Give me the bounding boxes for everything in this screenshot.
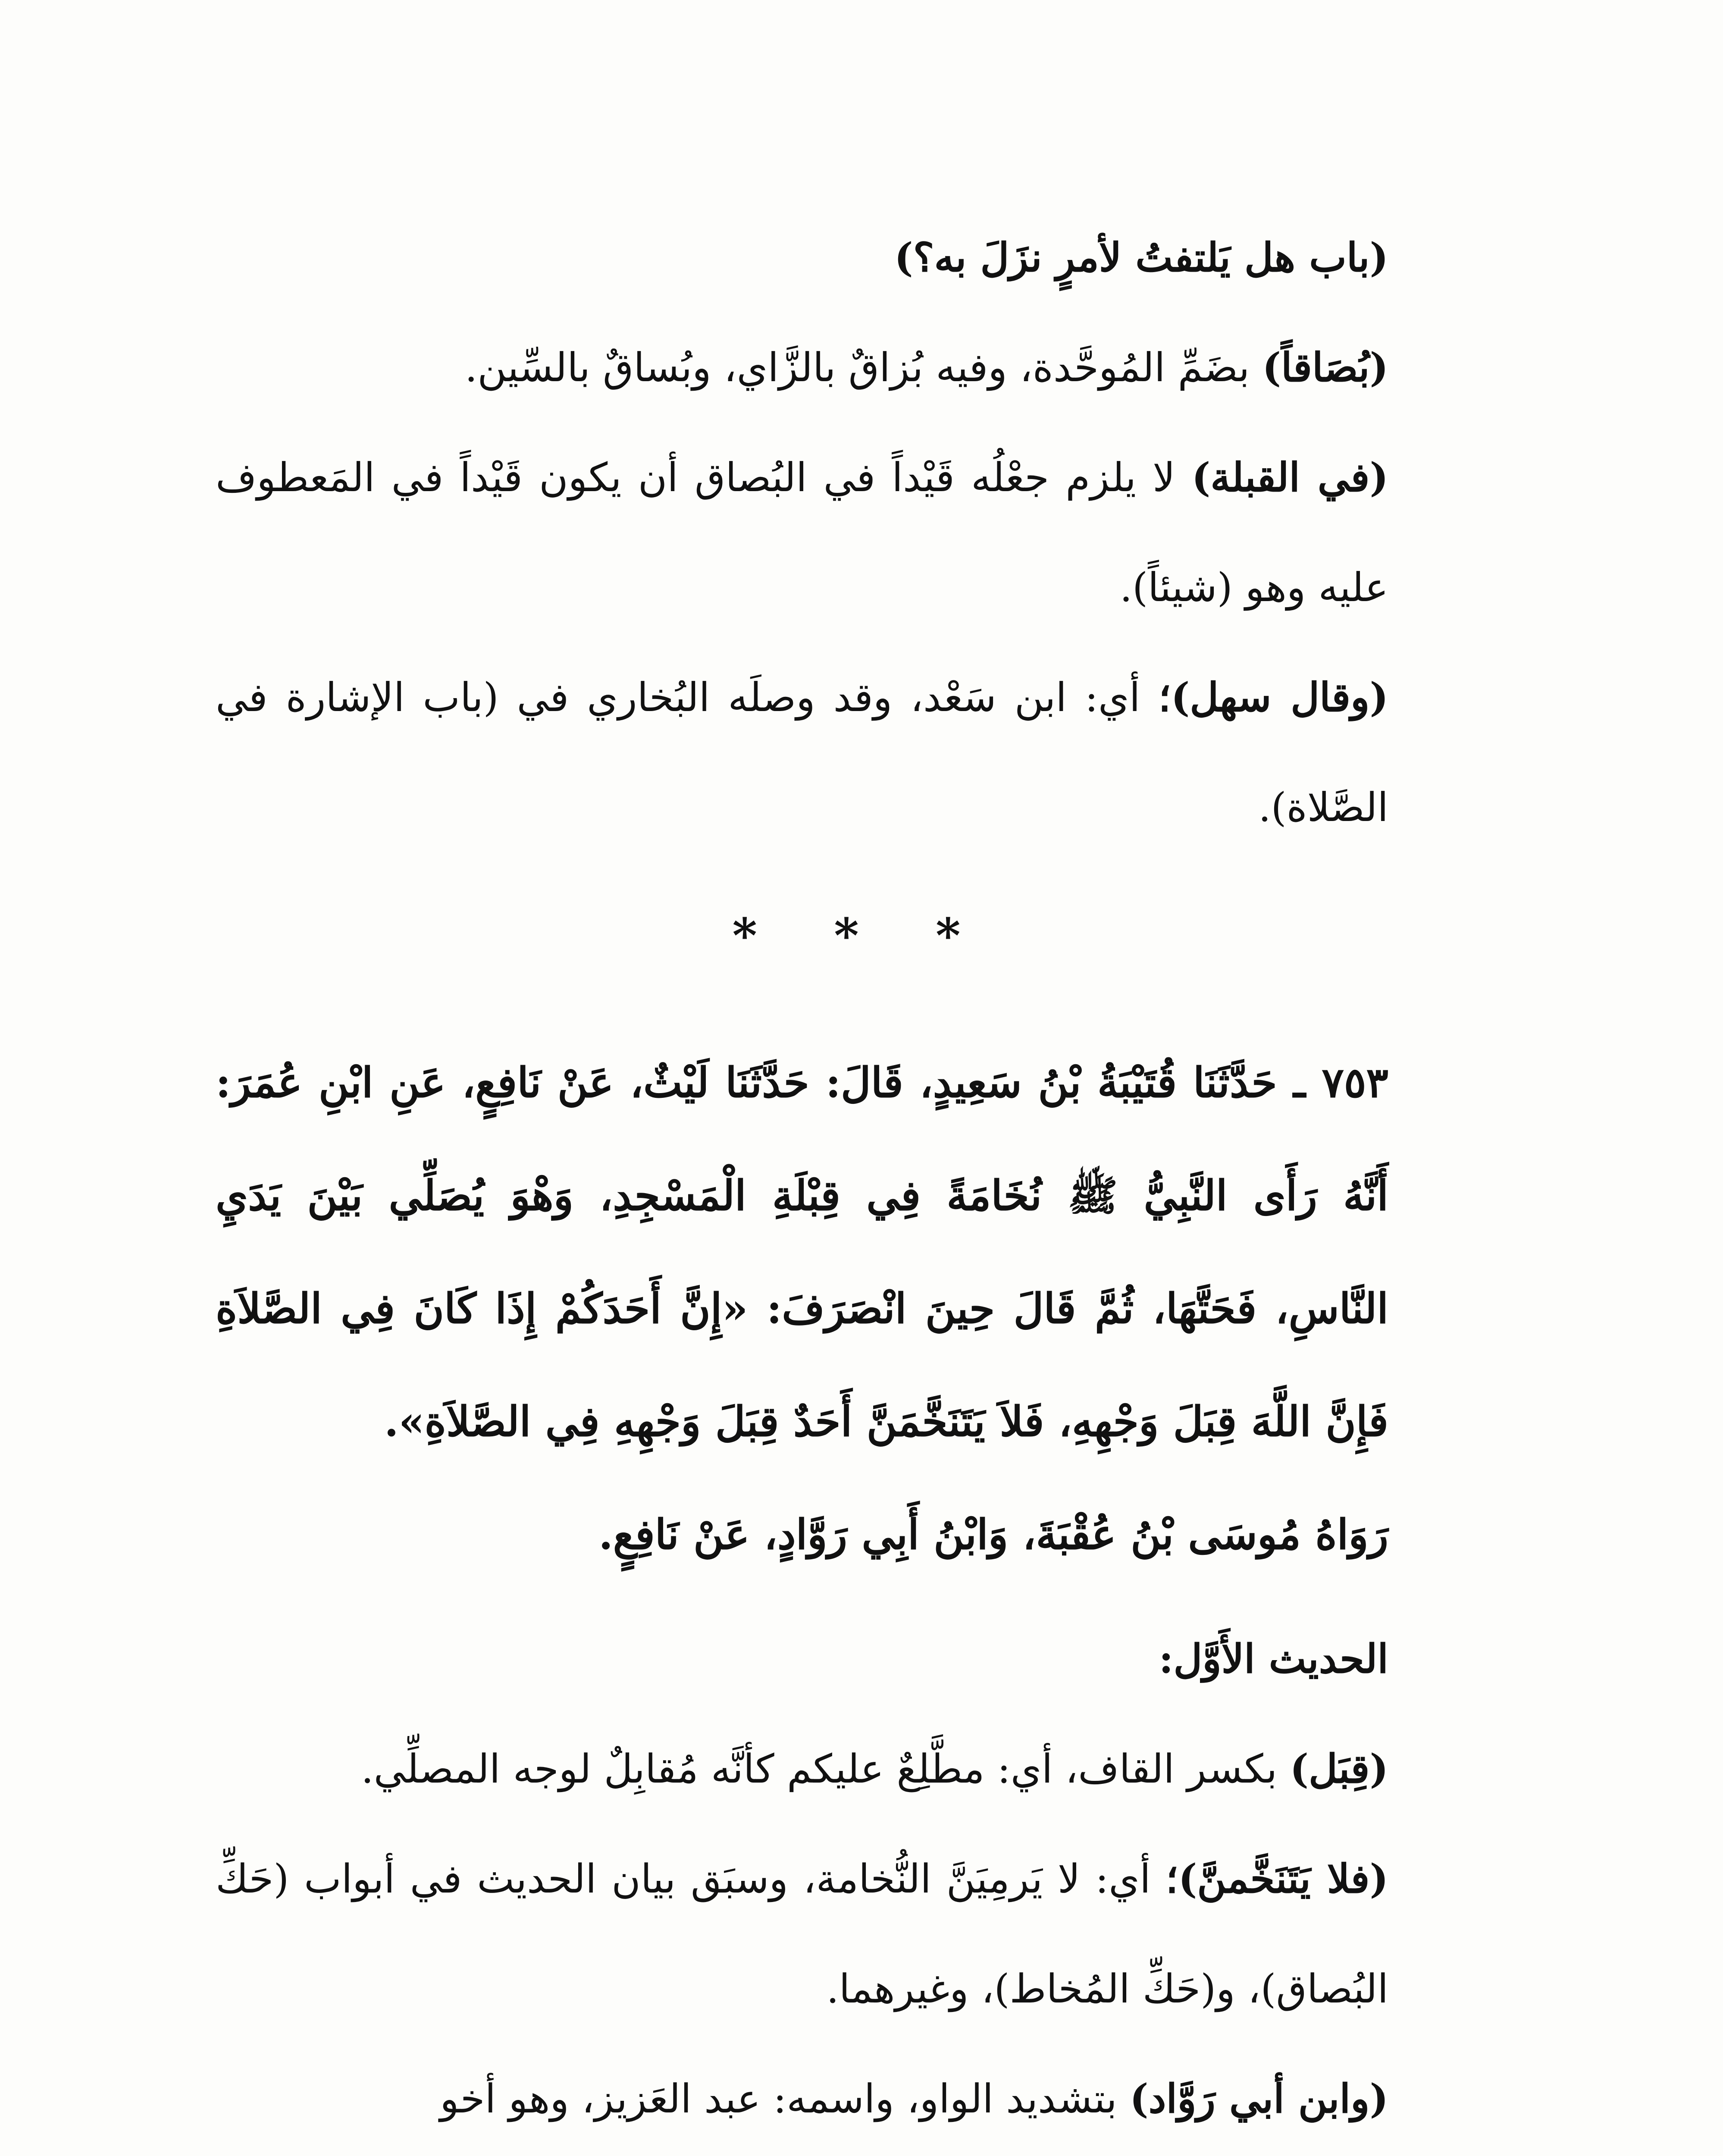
commentary-paragraph bbox=[216, 2044, 1388, 2154]
commentary-paragraph bbox=[216, 1714, 1388, 1824]
paragraph-text: بضَمِّ المُوحَّدة، وفيه بُزاقٌ بالزَّاي، وبُساقٌ بالسِّين. bbox=[465, 345, 1262, 391]
commentary-lead: (بُصَاقاً) bbox=[1262, 344, 1388, 391]
hadith-text: ٧٥٣ ـ حَدَّثَنَا قُتَيْبَةُ بْنُ سَعِيدٍ، قَالَ: حَدَّثَنَا لَيْثٌ، عَنْ نَافِعٍ، عَنِ ابْنِ عُمَرَ: أَنَّهُ رَأَى النَّبِيُّ ﷺ نُخَامَةً فِي قِبْلَةِ الْمَسْجِدِ، وَهْوَ يُصَلِّي بَيْنَ يَدَيِ النَّاسِ، فَحَتَّهَا، ثُمَّ قَالَ حِينَ انْصَرَفَ: «إِنَّ أَحَدَكُمْ إِذَا كَانَ فِي الصَّلاَةِ فَإِنَّ اللَّهَ قِبَلَ وَجْهِهِ، فَلاَ يَتَنَخَّمَنَّ أَحَدٌ قِبَلَ وَجْهِهِ فِي الصَّلاَةِ». bbox=[216, 1058, 1389, 1446]
top-commentary-block bbox=[216, 203, 1388, 862]
commentary-lead: (وقال سهل)؛ bbox=[1158, 674, 1388, 721]
paragraph-text: لا يلزم جعْلُه قَيْداً في البُصاق أن يكون قَيْداً في المَعطوف عليه وهو (شيئاً). bbox=[216, 454, 1388, 611]
paragraph-text: أي: لا يَرمِيَنَّ النُّخامة، وسبَق بيان الحديث في أبواب (حَكِّ البُصاق)، و(حَكِّ المُخاط)، وغيرهما. bbox=[216, 1856, 1388, 2012]
chapter-title-paragraph bbox=[216, 203, 1388, 313]
commentary-paragraph bbox=[216, 642, 1388, 862]
commentary-paragraph bbox=[216, 313, 1388, 423]
commentary-lead: (وابن أبي رَوَّاد) bbox=[1130, 2075, 1388, 2122]
commentary-paragraph bbox=[216, 423, 1388, 642]
hadith-block bbox=[216, 1026, 1388, 1591]
section-divider: * * * bbox=[732, 908, 991, 963]
paragraph-text: أي: ابن سَعْد، وقد وصلَه البُخاري في (باب الإشارة في الصَّلاة). bbox=[216, 674, 1388, 830]
commentary-lead: (في القبلة) bbox=[1191, 454, 1388, 501]
commentary-paragraph bbox=[216, 1824, 1388, 2044]
commentary-lead: (فلا يَتَنَخَّمنَّ)؛ bbox=[1165, 1855, 1388, 1902]
paragraph-text: بتشديد الواو، واسمه: عبد العَزيز، وهو أخو bbox=[440, 2076, 1130, 2122]
bottom-commentary-block bbox=[216, 1604, 1388, 2154]
paragraph-text: بكسر القاف، أي: مطَّلِعٌ عليكم كأنَّه مُقابِلٌ لوجه المصلِّي. bbox=[361, 1746, 1290, 1792]
hadith-riwaya: رَوَاهُ مُوسَى بْنُ عُقْبَةَ، وَابْنُ أَبِي رَوَّادٍ، عَنْ نَافِعٍ. bbox=[598, 1510, 1388, 1559]
commentary-lead: (قِبَل) bbox=[1290, 1745, 1388, 1792]
commentary-heading: الحديث الأَوَّل: bbox=[1159, 1636, 1388, 1682]
chapter-title: (باب هل يَلتفتُ لأمرٍ نزَلَ به؟) bbox=[894, 234, 1388, 281]
